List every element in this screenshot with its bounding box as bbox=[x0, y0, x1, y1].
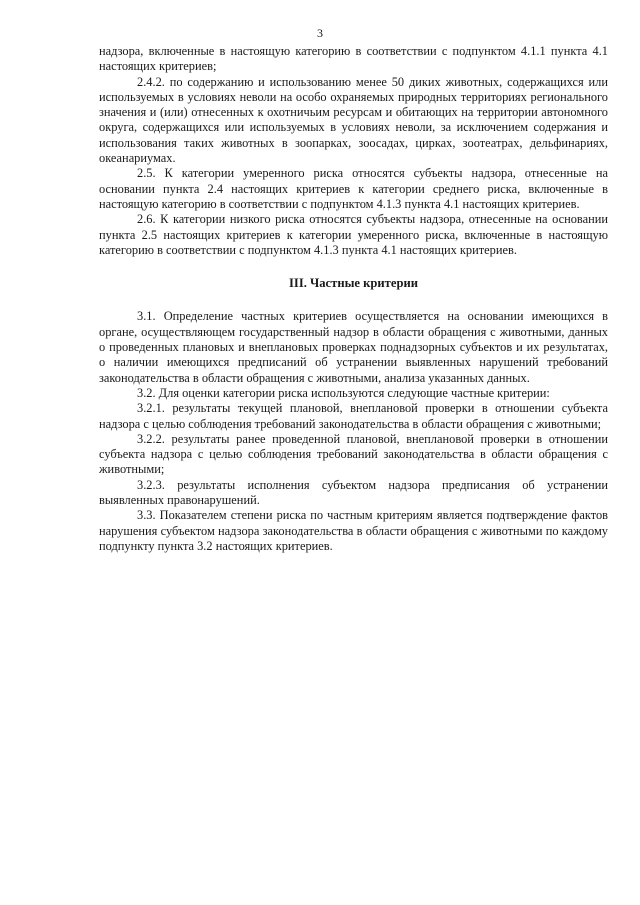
paragraph-2-4-2: 2.4.2. по содержанию и использованию менее 50 диких животных, содержащихся или используемых в условиях неволи на особо охраняемых природных территориях регионального значения и (или) отнесенных к охотничьим ресурсам и обитающих на территории автономного округа, содержащихся или используемых в условиях неволи, за исключением содержания и использования таких животных в зоопарках, зоосадах, цирках, зоотеатрах, дельфинариях, океанариумах. bbox=[99, 74, 608, 166]
paragraph-3-1: 3.1. Определение частных критериев осуществляется на основании имеющихся в органе, осуществляющем государственный надзор в области обращения с животными, данных о проведенных плановых и внеплановых проверках поднадзорных субъектов и их результатах, о наличии имеющихся предписаний об устранении выявленных нарушений требований законодательства в области обращения с животными, анализа указанных данных. bbox=[99, 309, 608, 385]
document-body bbox=[99, 44, 608, 554]
page-number: 3 bbox=[317, 26, 323, 40]
paragraph-2-5: 2.5. К категории умеренного риска относятся субъекты надзора, отнесенные на основании пункта 2.4 настоящих критериев к категории среднего риска, включенные в настоящую категорию в соответствии с подпунктом 4.1.3 пункта 4.1 настоящих критериев. bbox=[99, 166, 608, 211]
paragraph-3-2: 3.2. Для оценки категории риска используются следующие частные критерии: bbox=[137, 385, 550, 400]
paragraph-3-2-1: 3.2.1. результаты текущей плановой, внеплановой проверки в отношении субъекта надзора с целью соблюдения требований законодательства в области обращения с животными; bbox=[99, 401, 608, 431]
section-heading-iii: III. Частные критерии bbox=[289, 276, 418, 291]
paragraph-3-2-2: 3.2.2. результаты ранее проведенной плановой, внеплановой проверки в отношении субъекта надзора с целью соблюдения требований законодательства в области обращения с животными; bbox=[99, 431, 608, 477]
paragraph-3-3: 3.3. Показателем степени риска по частным критериям является подтверждение фактов нарушения субъектом надзора законодательства в области обращения с животными по каждому подпункту пункта 3.2 настоящих критериев. bbox=[99, 508, 608, 553]
paragraph-continuation: надзора, включенные в настоящую категорию в соответствии с подпунктом 4.1.1 пункта 4.1 настоящих критериев; bbox=[99, 44, 608, 74]
paragraph-3-2-3: 3.2.3. результаты исполнения субъектом надзора предписания об устранении выявленных правонарушений. bbox=[99, 477, 608, 508]
paragraph-2-6: 2.6. К категории низкого риска относятся субъекты надзора, отнесенные на основании пункта 2.5 настоящих критериев к категории умеренного риска, включенные в настоящую категорию в соответствии с подпунктом 4.1.3 пункта 4.1 настоящих критериев. bbox=[99, 212, 608, 257]
